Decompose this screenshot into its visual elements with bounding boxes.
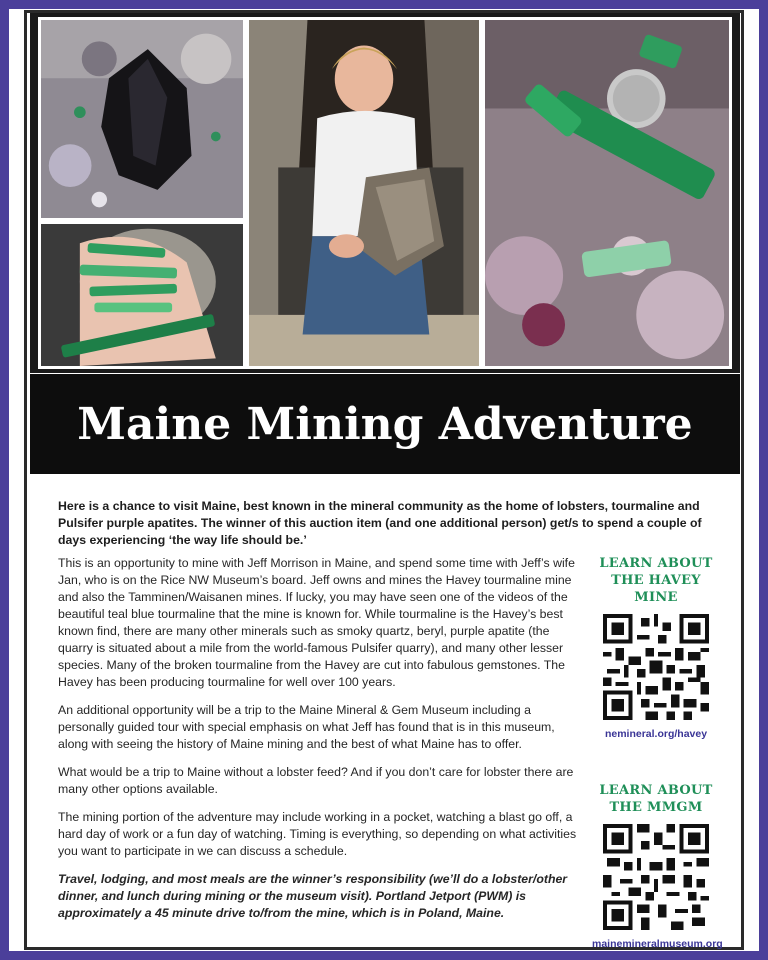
- paragraph-jeff-morrison: This is an opportunity to mine with Jeff Morrison in Maine, and spend some time with Jeff’s wife Jan, who is on the Rice NW Museum’s board. Jeff owns and mines the Havey tourmaline mine and also the Tamminen/Waisanen mines. If lucky, you may have seen one of the videos of the beautiful teal blue tourmaline that the mine is known for. While tourmaline is the Havey’s best known find, there are many other minerals such as smoky quartz, beryl, purple apatite (the quarry is situated about a mile from the world-famous Pulsifer quarry), and many other lesser species. Many of the broken tourmaline from the Havey are cut into fabulous gemstones. The Havey has been producing tourmaline for well over 100 years.: [58, 556, 575, 689]
- havey-url[interactable]: nemineral.org/havey: [604, 728, 708, 740]
- paragraph-museum-trip: An additional opportunity will be a trip to the Maine Mineral & Gem Museum including a personally guided tour with special emphasis on what Jeff has found that is in this museum, along with seeing the history of Maine mining and the best of what Maine has to offer.: [58, 703, 555, 751]
- page-title: Maine Mining Adventure: [77, 398, 693, 450]
- photo-collage: [30, 13, 740, 373]
- mmgm-heading-line1: LEARN ABOUT: [599, 783, 713, 798]
- title-banner: [30, 374, 740, 474]
- paragraph-mining-portion: The mining portion of the adventure may include working in a pocket, watching a blast go off, a hard day of work or a fun day of watching. Timing is everything, so depending on what activities you want to participate in we can discuss a schedule.: [58, 810, 577, 858]
- mmgm-heading-line2: THE MMGM: [609, 800, 703, 815]
- intro-text: Here is a chance to visit Maine, best known in the mineral community as the home of lobsters, tourmaline and Pulsifer purple apatites. The winner of this auction item (and one additional person) get/s to spend a couple of days experiencing ‘the way life should be.’: [58, 499, 702, 547]
- mmgm-url[interactable]: mainemineralmuseum.org: [592, 938, 723, 950]
- sidebar: [592, 555, 723, 950]
- paragraph-lobster-feed: What would be a trip to Maine without a lobster feed? And if you don’t care for lobster there are many other options available.: [58, 765, 574, 796]
- paragraph-travel-terms: Travel, lodging, and most meals are the winner’s responsibility (we’ll do a lobster/other dinner, and lunch during mining or the museum visit). Portland Jetport (PWM) is approximately a 45 minute drive to/from the mine, which is in Poland, Maine.: [58, 872, 568, 920]
- mmgm-qr-code[interactable]: [603, 824, 709, 930]
- photo-miner-with-quartz: [246, 17, 482, 369]
- photo-green-crystals-hand: [38, 221, 246, 369]
- havey-heading-line1: LEARN ABOUT: [599, 556, 713, 571]
- havey-qr-code[interactable]: [603, 614, 709, 720]
- photo-black-tourmaline: [38, 17, 246, 221]
- havey-heading-line2: THE HAVEY MINE: [611, 573, 701, 605]
- photo-tourmaline-with-coin: [482, 17, 732, 369]
- main-body: [58, 555, 586, 933]
